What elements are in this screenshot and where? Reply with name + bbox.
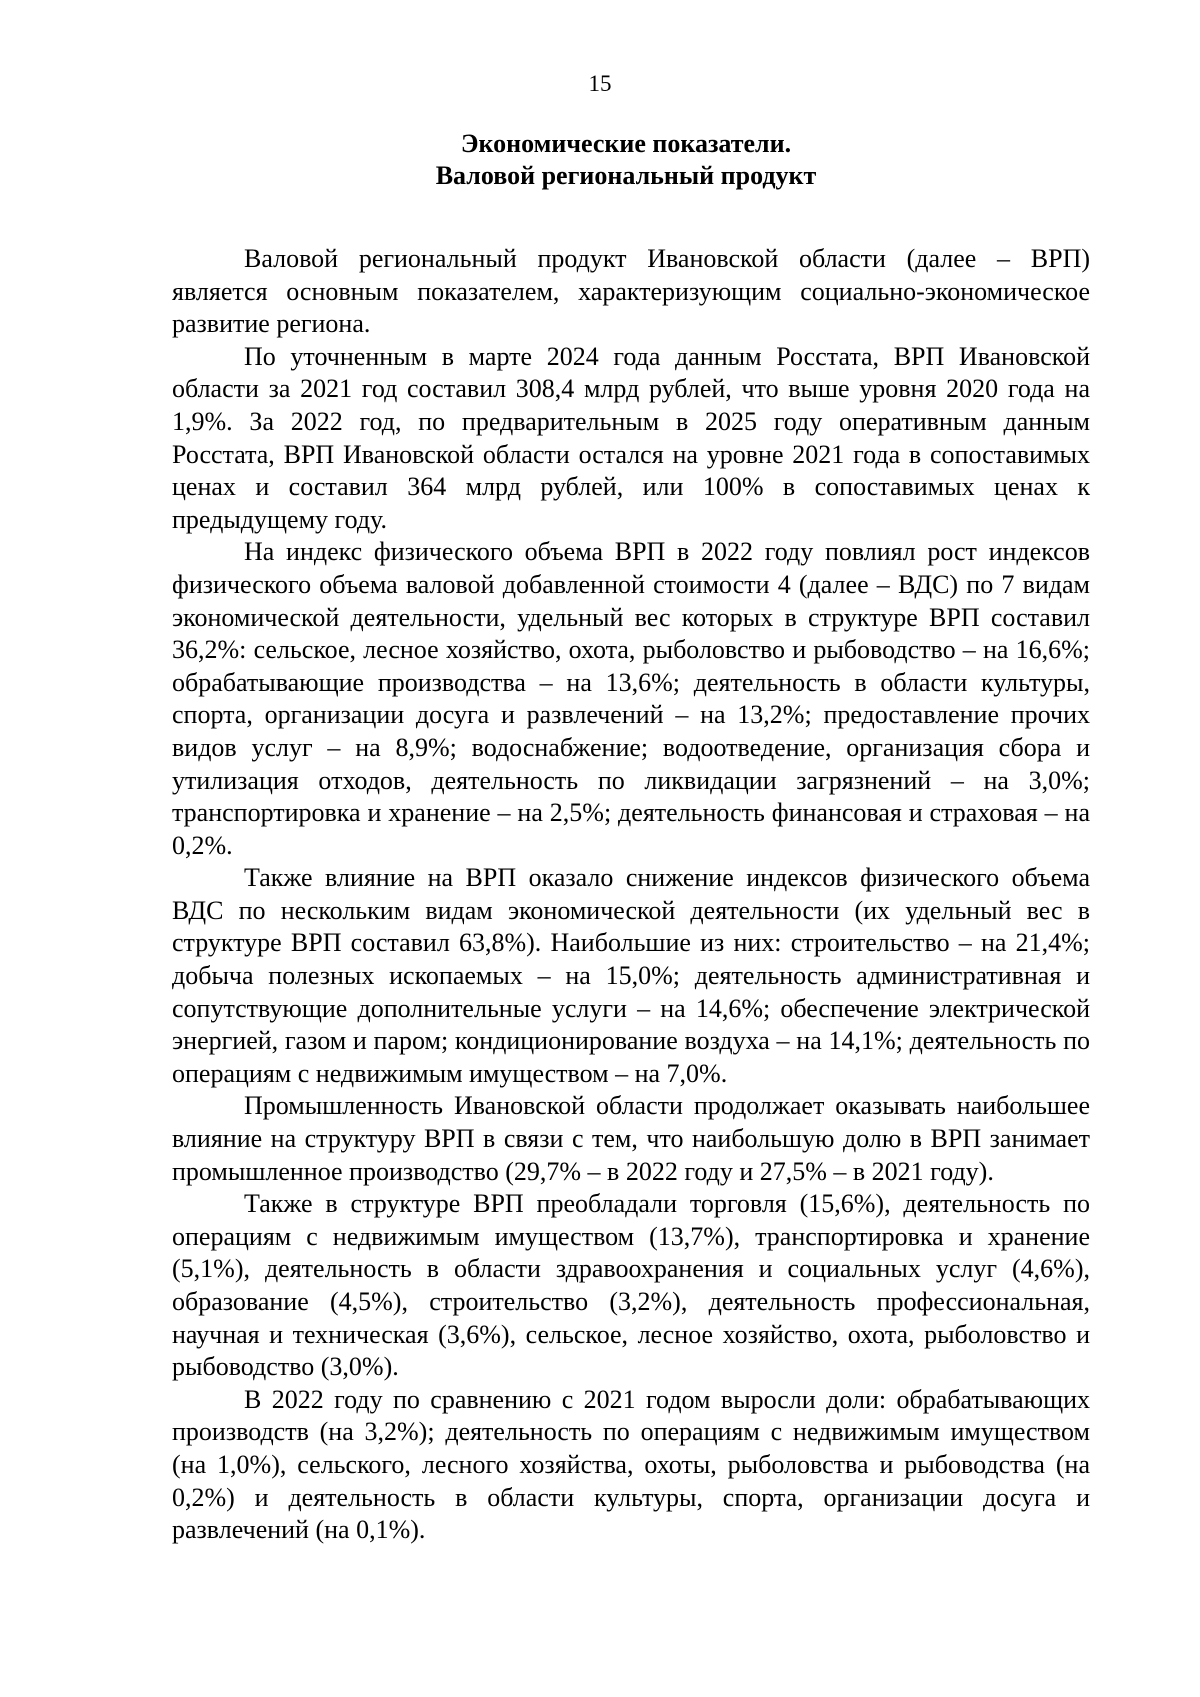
paragraph-growth-factors: На индекс физического объема ВРП в 2022 году повлиял рост индексов физического объема валовой добавленной стоимости 4 (далее – ВДС) по 7 видам экономической деятельности, удельный вес которых в структуре ВРП составил 36,2%: сельское, лесное хозяйство, охота, рыболовство и рыбоводство – на 16,6%; обрабатывающие производства – на 13,6%; деятельность в области культуры, спорта, организации досуга и развлечений – на 13,2%; предоставление прочих видов услуг – на 8,9%; водоснабжение; водоотведение, организация сбора и утилизация отходов, деятельность по ликвидации загрязнений – на 3,0%; транспортировка и хранение – на 2,5%; деятельность финансовая и страховая – на 0,2%. — [172, 537, 1090, 860]
paragraph-decline-factors: Также влияние на ВРП оказало снижение индексов физического объема ВДС по нескольким видам экономической деятельности (их удельный вес в структуре ВРП составил 63,8%). Наибольшие из них: строительство – на 21,4%; добыча полезных ископаемых – на 15,0%; деятельность административная и сопутствующие дополнительные услуги – на 14,6%; обеспечение электрической энергией, газом и паром; кондиционирование воздуха – на 14,1%; деятельность по операциям с недвижимым имуществом – на 7,0%. — [172, 863, 1090, 1088]
heading-line-1: Экономические показатели. — [460, 129, 792, 158]
section-heading — [0, 128, 1200, 192]
paragraph-intro: Валовой региональный продукт Ивановской области (далее – ВРП) является основным показателем, характеризующим социально-экономическое развитие региона. — [172, 244, 1090, 339]
paragraph-industry-share: Промышленность Ивановской области продолжает оказывать наибольшее влияние на структуру ВРП в связи с тем, что наибольшую долю в ВРП занимает промышленное производство (29,7% – в 2022 году и 27,5% – в 2021 году). — [172, 1091, 1090, 1186]
body-text — [172, 243, 1090, 1547]
paragraph-grp-values: По уточненным в марте 2024 года данным Росстата, ВРП Ивановской области за 2021 год составил 308,4 млрд рублей, что выше уровня 2020 года на 1,9%. За 2022 год, по предварительным в 2025 году оперативным данным Росстата, ВРП Ивановской области остался на уровне 2021 года в сопоставимых ценах и составил 364 млрд рублей, или 100% в сопоставимых ценах к предыдущему году. — [172, 341, 1090, 534]
paragraph-structure: Также в структуре ВРП преобладали торговля (15,6%), деятельность по операциям с недвижимым имуществом (13,7%), транспортировка и хранение (5,1%), деятельность в области здравоохранения и социальных услуг (4,6%), образование (4,5%), строительство (3,2%), деятельность профессиональная, научная и техническая (3,6%), сельское, лесное хозяйство, охота, рыболовство и рыбоводство (3,0%). — [172, 1189, 1090, 1382]
paragraph-share-growth: В 2022 году по сравнению с 2021 годом выросли доли: обрабатывающих производств (на 3,2%); деятельность по операциям с недвижимым имуществом (на 1,0%), сельского, лесного хозяйства, охоты, рыболовства и рыбоводства (на 0,2%) и деятельность в области культуры, спорта, организации досуга и развлечений (на 0,1%). — [172, 1384, 1090, 1545]
heading-line-2: Валовой региональный продукт — [435, 161, 817, 190]
page-number: 15 — [588, 71, 612, 96]
